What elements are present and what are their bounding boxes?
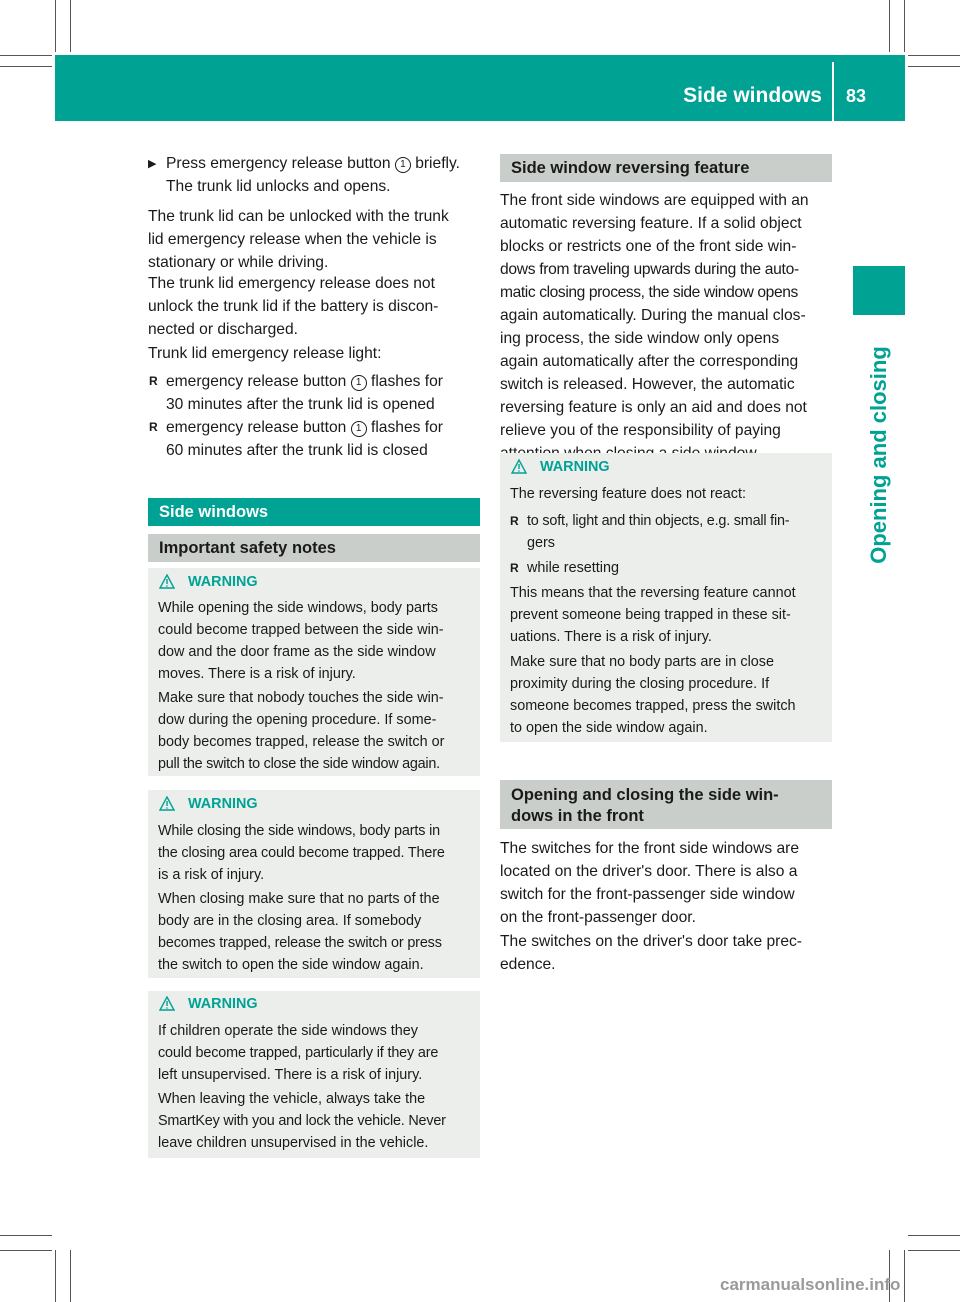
text-line: The front side windows are equipped with an — [500, 192, 809, 209]
crop-mark — [908, 1235, 960, 1236]
list-item: R emergency release button 1 flashes for — [166, 416, 443, 440]
warning-triangle-icon — [159, 996, 175, 1011]
warning-triangle-icon — [159, 796, 175, 811]
warning-label: WARNING — [540, 459, 610, 475]
crop-mark — [0, 1235, 52, 1236]
step-line: Press emergency release button 1 briefly. — [166, 155, 460, 172]
text-line: to open the side window again. — [510, 720, 708, 736]
crop-mark — [889, 0, 890, 52]
text-line: When leaving the vehicle, always take the — [158, 1091, 426, 1107]
warning-triangle-icon — [511, 459, 527, 474]
crop-mark — [70, 1250, 71, 1302]
text-line: 30 minutes after the trunk lid is opened — [166, 396, 435, 413]
crop-mark — [908, 55, 960, 56]
text-line: reversing feature is only an aid and does not — [500, 399, 807, 416]
crop-mark — [0, 55, 52, 56]
text-line: The switches for the front side windows are — [500, 840, 800, 857]
text-line: dow during the opening procedure. If some- — [158, 712, 437, 728]
text-line: The reversing feature does not react: — [510, 486, 746, 502]
text-line: automatic reversing feature. If a solid object — [500, 215, 802, 232]
text-line: Make sure that no body parts are in close — [510, 654, 774, 670]
chapter-tab — [853, 266, 905, 315]
subsection-heading: Important safety notes — [148, 534, 480, 562]
text-line: body are in the closing area. If somebody — [158, 913, 422, 929]
warning-label: WARNING — [188, 996, 258, 1012]
text-line: Trunk lid emergency release light: — [148, 345, 382, 362]
text-line: proximity during the closing procedure. If — [510, 676, 770, 692]
text-line: gers — [527, 535, 555, 551]
text-line: stationary or while driving. — [148, 254, 329, 271]
text-line: leave children unsupervised in the vehicle. — [158, 1135, 429, 1151]
crop-mark — [0, 1250, 52, 1251]
list-item: R emergency release button 1 flashes for — [166, 370, 443, 394]
step-arrow-icon: ▶ — [148, 158, 157, 170]
text-line: If children operate the side windows they — [158, 1023, 418, 1039]
text-line: dows from traveling upwards during the auto- — [500, 261, 799, 278]
text-line: The switches on the driver's door take prec- — [500, 933, 802, 950]
text-line: could become trapped, particularly if they are — [158, 1045, 439, 1061]
crop-mark — [0, 66, 52, 67]
text-line: unlock the trunk lid if the battery is discon- — [148, 298, 439, 315]
text-line: The trunk lid emergency release does not — [148, 275, 435, 292]
text-line: moves. There is a risk of injury. — [158, 666, 356, 682]
button-1-icon: 1 — [351, 421, 367, 437]
warning-triangle-icon — [159, 574, 175, 589]
page-title: Side windows — [683, 84, 822, 107]
text-line: nected or discharged. — [148, 321, 298, 338]
text-line: Make sure that nobody touches the side win- — [158, 690, 444, 706]
text-line: switch is released. However, the automatic — [500, 376, 795, 393]
page-number: 83 — [846, 86, 867, 106]
text-line: ing process, the side window only opens — [500, 330, 780, 347]
subsection-heading: Side window reversing feature — [500, 154, 832, 182]
text-line: edence. — [500, 956, 556, 973]
text-line: switch for the front-passenger side window — [500, 886, 795, 903]
text-line: relieve you of the responsibility of paying — [500, 422, 781, 439]
crop-mark — [55, 0, 56, 52]
text-line: on the front-passenger door. — [500, 909, 696, 926]
text-line: When closing make sure that no parts of the — [158, 891, 440, 907]
text-line: SmartKey with you and lock the vehicle. Never — [158, 1113, 446, 1129]
text-line: someone becomes trapped, press the switch — [510, 698, 796, 714]
list-item: R to soft, light and thin objects, e.g. small fin- — [527, 510, 789, 533]
text-line: pull the switch to close the side window again. — [158, 756, 440, 772]
text-line: This means that the reversing feature cannot — [510, 585, 796, 601]
warning-label: WARNING — [188, 796, 258, 812]
text-line: While opening the side windows, body parts — [158, 600, 438, 616]
subsection-heading — [500, 780, 832, 829]
text-line: located on the driver's door. There is also a — [500, 863, 798, 880]
button-1-icon: 1 — [395, 157, 411, 173]
text-line: could become trapped between the side win- — [158, 622, 444, 638]
warning-label: WARNING — [188, 574, 258, 590]
text-line: dow and the door frame as the side window — [158, 644, 436, 660]
text-line: prevent someone being trapped in these sit- — [510, 607, 791, 623]
crop-mark — [55, 1250, 56, 1302]
crop-mark — [904, 0, 905, 52]
text-line: uations. There is a risk of injury. — [510, 629, 712, 645]
text-line: becomes trapped, release the switch or press — [158, 935, 442, 951]
text-line: matic closing process, the side window opens — [500, 284, 798, 301]
text-line: body becomes trapped, release the switch or — [158, 734, 445, 750]
step-line: The trunk lid unlocks and opens. — [166, 178, 391, 195]
chapter-label: Opening and closing — [866, 346, 891, 564]
crop-mark — [904, 1250, 905, 1302]
crop-mark — [70, 0, 71, 52]
text-line: is a risk of injury. — [158, 867, 265, 883]
text-line: again automatically after the corresponding — [500, 353, 799, 370]
text-line: again automatically. During the manual clos- — [500, 307, 806, 324]
footer-watermark: carmanualsonline.info — [720, 1275, 901, 1294]
header-divider — [832, 62, 834, 121]
text-line: lid emergency release when the vehicle is — [148, 231, 437, 248]
text-line: The trunk lid can be unlocked with the trunk — [148, 208, 449, 225]
text-line: the closing area could become trapped. There — [158, 845, 445, 861]
section-heading: Side windows — [148, 498, 480, 526]
text-line: While closing the side windows, body parts in — [158, 823, 441, 839]
crop-mark — [908, 66, 960, 67]
text-line: left unsupervised. There is a risk of injury. — [158, 1067, 423, 1083]
text-line: the switch to open the side window again. — [158, 957, 424, 973]
heading-line: Opening and closing the side win- — [511, 786, 779, 804]
text-line: 60 minutes after the trunk lid is closed — [166, 442, 428, 459]
crop-mark — [908, 1250, 960, 1251]
text-line: blocks or restricts one of the front side win- — [500, 238, 797, 255]
heading-line: dows in the front — [511, 807, 644, 825]
button-1-icon: 1 — [351, 375, 367, 391]
list-item: R while resetting — [527, 557, 619, 580]
